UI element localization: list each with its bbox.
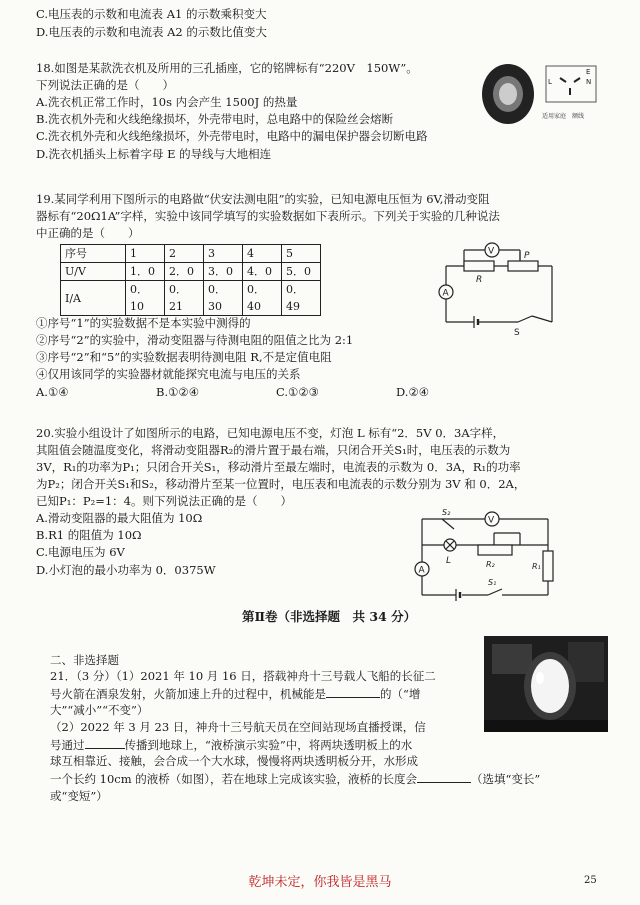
- washing-machine-socket-figure: [480, 60, 610, 130]
- table-row: [61, 263, 321, 281]
- table-cell: 序号: [61, 245, 126, 263]
- liquid-bridge-photo: [484, 636, 608, 732]
- q21-line8: 或“变短”）: [50, 789, 108, 803]
- q20-stem-line1: 20.实验小组设计了如图所示的电路，已知电源电压不变，灯泡 L 标有“2．5V 0．3A字样，: [36, 426, 505, 440]
- q18-option-d: D.洗衣机插头上标着字母 E 的导线与大地相连: [36, 147, 272, 161]
- table-cell: 5．0: [282, 263, 321, 281]
- q19-option-d: D.②④: [396, 385, 430, 399]
- page-number: 25: [584, 875, 597, 886]
- resistor-r-label: R: [476, 275, 483, 285]
- q19-statement-2: ②序号“2”的实验中，滑动变阻器与待测电阻的阻值之比为 2:1: [36, 333, 354, 347]
- table-cell: 3．0: [204, 263, 243, 281]
- table-cell: 1: [126, 245, 165, 263]
- slider-p-label: P: [524, 251, 530, 261]
- footer-motto: 乾坤未定，你我皆是黑马: [248, 875, 392, 890]
- socket-label-l: L: [548, 78, 552, 86]
- table-cell: 5: [282, 245, 321, 263]
- socket-caption: 适用家庭 额线: [542, 113, 585, 120]
- q20-option-a: A.滑动变阻器的最大阻值为 10Ω: [36, 511, 203, 525]
- q19-statement-1: ①序号“1”的实验数据不是本实验中测得的: [36, 316, 251, 330]
- q19-stem-line1: 19.某同学利用下图所示的电路做“伏安法测电阻”的实验，已知电源电压恒为 6V,滑动变阻: [36, 192, 490, 206]
- q19-option-c: C.①②③: [276, 385, 319, 399]
- table-cell: 0．10: [126, 281, 165, 316]
- lamp-l-label: L: [446, 556, 452, 566]
- q20-stem-line4: 为P₂；闭合开关S₁和S₂，移动滑片至某一位置时，电压表和电流表的示数分别为 3V 和 0．2A，: [36, 477, 526, 491]
- table-cell: 0．21: [165, 281, 204, 316]
- q18-option-a: A.洗衣机正常工作时，10s 内会产生 1500J 的热量: [36, 95, 298, 109]
- switch-s1-label: S₁: [488, 578, 497, 587]
- q20-option-c: C.电源电压为 6V: [36, 545, 125, 559]
- voltmeter-label: V: [488, 246, 495, 257]
- q20-circuit-diagram: [408, 505, 560, 605]
- q20-option-b: B.R1 的阻值为 10Ω: [36, 528, 142, 542]
- switch-s-label: S: [514, 328, 520, 338]
- table-cell: I/A: [61, 281, 126, 316]
- q21-line6: 球互相靠近、接触，会合成一个大水球，慢慢将两块透明板分开，水形成: [50, 754, 418, 768]
- rheostat-r2-label: R₂: [486, 560, 495, 569]
- q19-stem-line2: 器标有“20Ω1A”字样，实验中该同学填写的实验数据如下表所示。下列关于实验的几种说法: [36, 209, 500, 223]
- table-cell: 3: [204, 245, 243, 263]
- socket-label-n: N: [586, 78, 592, 86]
- q20-option-d: D.小灯泡的最小功率为 0．0375W: [36, 563, 216, 577]
- q18-option-c: C.洗衣机外壳和火线绝缘损坏，外壳带电时，电路中的漏电保护器会切断电路: [36, 129, 428, 143]
- q20-stem-line5: 已知P₁：P₂=1：4。则下列说法正确的是（ ）: [36, 494, 292, 508]
- q19-option-b: B.①②④: [156, 385, 200, 399]
- voltmeter-label: V: [488, 515, 495, 526]
- q18-stem-line2: 下列说法正确的是（ ）: [36, 78, 174, 92]
- section-label: 二、非选择题: [50, 653, 119, 667]
- table-cell: 0．49: [282, 281, 321, 316]
- q18-stem-line1: 18.如图是某款洗衣机及所用的三孔插座，它的铭牌标有“220V 150W”。: [36, 61, 418, 75]
- table-cell: 0．30: [204, 281, 243, 316]
- q20-stem-line2: 其阻值会随温度变化，将滑动变阻器R₂的滑片置于最右端，只闭合开关S₁时，电压表的示数为: [36, 443, 511, 457]
- q20-stem-line3: 3V，R₁的功率为P₁；只闭合开关S₁，移动滑片至最左端时，电流表的示数为 0．3A，R₁的功率: [36, 460, 521, 474]
- ammeter-label: A: [418, 565, 425, 576]
- table-cell: 1．0: [126, 263, 165, 281]
- table-cell: U/V: [61, 263, 126, 281]
- q18-option-b: B.洗衣机外壳和火线绝缘损坏，外壳带电时，总电路中的保险丝会熔断: [36, 112, 394, 126]
- table-row: [61, 281, 321, 316]
- q17-option-d: D.电压表的示数和电流表 A2 的示数比值变大: [36, 25, 267, 39]
- table-cell: 2: [165, 245, 204, 263]
- table-cell: 4．0: [243, 263, 282, 281]
- q19-statement-4: ④仅用该同学的实验器材就能探究电流与电压的关系: [36, 367, 301, 381]
- switch-s2-label: S₂: [442, 508, 451, 517]
- q21-line5: 号通过 传播到地球上，“液桥演示实验”中，将两块透明板上的水: [50, 738, 413, 752]
- table-cell: 0．40: [243, 281, 282, 316]
- socket-label-e: E: [586, 68, 591, 76]
- q19-statement-3: ③序号“2”和“5”的实验数据表明待测电阻 R,不是定值电阻: [36, 350, 332, 364]
- q19-option-a: A.①④: [36, 385, 69, 399]
- q19-circuit-diagram: [434, 238, 560, 338]
- resistor-r1-label: R₁: [532, 562, 541, 571]
- q21-line2: 号火箭在酒泉发射，火箭加速上升的过程中，机械能是 的（“增: [50, 687, 421, 701]
- q21-line7: 一个长约 10cm 的液桥（如图），若在地球上完成该实验，液桥的长度会 （选填“变长”: [50, 772, 541, 786]
- ammeter-label: A: [442, 288, 449, 299]
- table-cell: 2．0: [165, 263, 204, 281]
- q19-data-table: [60, 244, 321, 316]
- q21-line3: 大”“减小”“不变”）: [50, 703, 149, 717]
- section2-title: 第Ⅱ卷（非选择题 共 34 分）: [242, 609, 417, 624]
- q19-stem-line3: 中正确的是（ ）: [36, 226, 140, 240]
- q21-line4: （2）2022 年 3 月 23 日，神舟十三号航天员在空间站现场直播授课，信: [50, 720, 426, 734]
- table-row: [61, 245, 321, 263]
- table-cell: 4: [243, 245, 282, 263]
- q21-line1: 21．（3 分）（1）2021 年 10 月 16 日，搭载神舟十三号载人飞船的长征二: [50, 669, 436, 683]
- q17-option-c: C.电压表的示数和电流表 A1 的示数乘积变大: [36, 7, 267, 21]
